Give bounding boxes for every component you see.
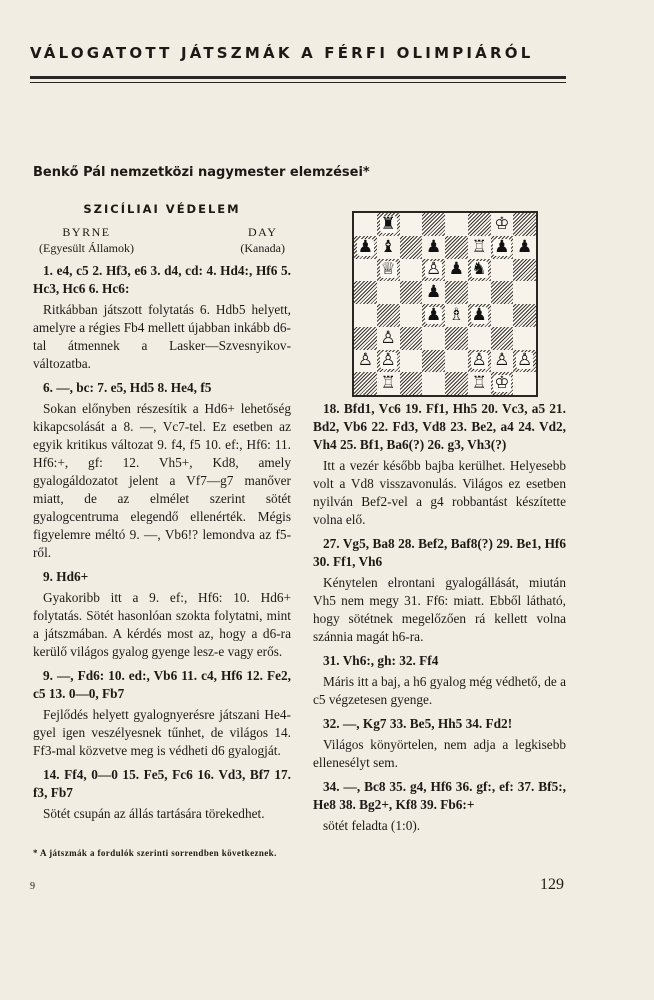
square-g4 (491, 304, 514, 327)
square-e5 (445, 281, 468, 304)
square-g8 (491, 213, 514, 236)
white-bishop-icon: ♗ (448, 304, 464, 325)
square-g6 (491, 259, 514, 282)
white-player-country: (Egyesült Államok) (39, 241, 134, 255)
square-c2 (400, 350, 423, 373)
white-rook-icon: ♖ (471, 236, 487, 257)
black-pawn-icon: ♟ (494, 236, 510, 257)
square-g1 (491, 372, 514, 395)
square-d8 (422, 213, 445, 236)
white-pawn-icon: ♙ (357, 350, 373, 371)
moves-3: 9. Hd6+ (43, 569, 89, 584)
square-h5 (513, 281, 536, 304)
square-a6 (354, 259, 377, 282)
intro-heading: Benkő Pál nemzetközi nagymester elemzései* (33, 165, 370, 180)
white-pawn-icon: ♙ (426, 259, 442, 280)
players (33, 224, 291, 256)
square-h4 (513, 304, 536, 327)
square-f7 (468, 236, 491, 259)
header-rule-thick (30, 76, 566, 79)
moves-10: 34. —, Bc8 35. g4, Hf6 36. gf:, ef: 37. Bf5:, He8 38. Bg2+, Kf8 39. Fb6:+ (313, 779, 566, 812)
square-d1 (422, 372, 445, 395)
square-h2 (513, 350, 536, 373)
square-a5 (354, 281, 377, 304)
moves-9: 32. —, Kg7 33. Be5, Hh5 34. Fd2! (323, 716, 513, 731)
black-pawn-icon: ♟ (517, 236, 533, 257)
square-c4 (400, 304, 423, 327)
square-e7 (445, 236, 468, 259)
comment-9: Világos könyörtelen, nem adja a legkisebb ellenesélyt sem. (313, 737, 566, 770)
square-e2 (445, 350, 468, 373)
square-b1 (377, 372, 400, 395)
moves-2: 6. —, bc: 7. e5, Hd5 8. He4, f5 (43, 380, 212, 395)
square-b8 (377, 213, 400, 236)
white-player-name: BYRNE (62, 225, 111, 239)
black-player-name: DAY (247, 225, 278, 239)
running-header: VÁLOGATOTT JÁTSZMÁK A FÉRFI OLIMPIÁRÓL (30, 44, 534, 62)
square-f3 (468, 327, 491, 350)
footnote: * A játszmák a fordulók szerinti sorrendben következnek. (33, 848, 277, 858)
comment-6: Itt a vezér később bajba kerülhet. Helyesebb volt a Vd8 visszavonulás. Világos ez esetben nyilván Bef2-vel a g4 robbantást készítette volna elő. (313, 458, 566, 527)
square-h6 (513, 259, 536, 282)
square-h8 (513, 213, 536, 236)
white-pawn-icon: ♙ (380, 327, 396, 348)
square-e4 (445, 304, 468, 327)
white-king-icon: ♔ (494, 213, 510, 234)
black-rook-icon: ♜ (380, 213, 396, 234)
square-h1 (513, 372, 536, 395)
square-b3 (377, 327, 400, 350)
black-knight-icon: ♞ (471, 259, 487, 280)
square-b6 (377, 259, 400, 282)
square-g2 (491, 350, 514, 373)
white-queen-icon: ♕ (380, 259, 396, 280)
square-f2 (468, 350, 491, 373)
white-pawn-icon: ♙ (471, 350, 487, 371)
square-e3 (445, 327, 468, 350)
square-b2 (377, 350, 400, 373)
square-d3 (422, 327, 445, 350)
square-d4 (422, 304, 445, 327)
comment-4: Fejlődés helyett gyalognyerésre játszani He4-gyel igen veszélyesnek tűnhet, de világos 14. Ff3-mal közvetve meg is védheti d6 gyalogját. (33, 707, 291, 758)
square-c3 (400, 327, 423, 350)
moves-4: 9. —, Fd6: 10. ed:, Vb6 11. c4, Hf6 12. Fe2, c5 13. 0—0, Fb7 (33, 668, 291, 701)
square-a7 (354, 236, 377, 259)
square-a2 (354, 350, 377, 373)
black-pawn-icon: ♟ (471, 304, 487, 325)
left-column (33, 200, 291, 823)
black-bishop-icon: ♝ (380, 236, 396, 257)
black-pawn-icon: ♟ (426, 282, 442, 303)
white-king-icon: ♔ (494, 373, 510, 394)
moves-6: 18. Bfd1, Vc6 19. Ff1, Hh5 20. Vc3, a5 21. Bd2, Vb6 22. Fd3, Vd8 23. Be2, a4 24. Vd2, Vh4 25. Bf1, Ba6(?) 26. g3, Vh3(?) (313, 401, 566, 452)
chess-diagram (352, 211, 538, 397)
square-f1 (468, 372, 491, 395)
square-e1 (445, 372, 468, 395)
right-column (313, 400, 566, 835)
white-rook-icon: ♖ (471, 373, 487, 394)
square-g7 (491, 236, 514, 259)
white-pawn-icon: ♙ (494, 350, 510, 371)
square-b5 (377, 281, 400, 304)
white-pawn-icon: ♙ (517, 350, 533, 371)
black-player (240, 224, 285, 256)
black-pawn-icon: ♟ (426, 304, 442, 325)
square-h3 (513, 327, 536, 350)
black-pawn-icon: ♟ (448, 259, 464, 280)
page-number: 129 (540, 876, 564, 893)
square-a8 (354, 213, 377, 236)
square-e8 (445, 213, 468, 236)
moves-7: 27. Vg5, Ba8 28. Bef2, Baf8(?) 29. Be1, Hf6 30. Ff1, Vh6 (313, 536, 566, 569)
square-d6 (422, 259, 445, 282)
header-rule-thin (30, 82, 566, 83)
white-player (39, 224, 134, 256)
comment-2: Sokan előnyben részesítik a Hd6+ lehetőség kikapcsolását a 8. —, Vc7-tel. Ez esetben az egyik kritikus változat 9. f4, f5 10. ef:, Hf6: 11. Hf6:+, gf: 12. Vh5+, Kd8, amely gyalogáldozatot jelent a Vf7—g7 manőver miatt, de az elmélet szerint sötét gyalogcentruma elegendő ellenérték. Mégis figyelemre méltó 9. —, Vb6!? lemondva az f5-ről. (33, 401, 291, 560)
square-b7 (377, 236, 400, 259)
comment-1: Ritkábban játszott folytatás 6. Hdb5 helyett, amelyre a régies Fb4 mellett újabban inkább d6-tal átmennek a Lasker—Szvesnyikov-változatba. (33, 302, 291, 371)
square-b4 (377, 304, 400, 327)
square-c1 (400, 372, 423, 395)
black-player-country: (Kanada) (240, 241, 285, 255)
square-d2 (422, 350, 445, 373)
square-e6 (445, 259, 468, 282)
moves-1: 1. e4, c5 2. Hf3, e6 3. d4, cd: 4. Hd4:, Hf6 5. Hc3, Hc6 6. Hc6: (33, 263, 291, 296)
moves-5: 14. Ff4, 0—0 15. Fe5, Fc6 16. Vd3, Bf7 17. f3, Fb7 (33, 767, 291, 800)
square-f5 (468, 281, 491, 304)
square-d5 (422, 281, 445, 304)
square-f6 (468, 259, 491, 282)
square-c5 (400, 281, 423, 304)
comment-7: Kénytelen elrontani gyalogállását, miután Vh5 nem megy 31. Ff6: miatt. Ebből látható, hogy sötétnek megelőzően rá kellett volna szánnia magát h6-ra. (313, 575, 566, 644)
comment-8: Máris itt a baj, a h6 gyalog még védhető, de a c5 végzetesen gyenge. (313, 674, 566, 707)
moves-8: 31. Vh6:, gh: 32. Ff4 (323, 653, 439, 668)
comment-3: Gyakoribb itt a 9. ef:, Hf6: 10. Hd6+ folytatás. Sötét hasonlóan szokta folytatni, mint a játszmában. A kérdés most az, hogy a d6-ra kerülő világos gyalog gyenge lesz-e vagy erős. (33, 590, 291, 659)
comment-10: sötét feladta (1:0). (323, 818, 421, 833)
black-pawn-icon: ♟ (357, 236, 373, 257)
comment-5: Sötét csupán az állás tartására törekedhet. (43, 806, 265, 821)
black-pawn-icon: ♟ (426, 236, 442, 257)
white-pawn-icon: ♙ (380, 350, 396, 371)
square-f4 (468, 304, 491, 327)
square-g3 (491, 327, 514, 350)
square-h7 (513, 236, 536, 259)
square-g5 (491, 281, 514, 304)
square-d7 (422, 236, 445, 259)
square-a4 (354, 304, 377, 327)
square-f8 (468, 213, 491, 236)
square-a1 (354, 372, 377, 395)
signature-mark: 9 (30, 881, 35, 892)
square-a3 (354, 327, 377, 350)
square-c6 (400, 259, 423, 282)
opening-title: SZICÍLIAI VÉDELEM (83, 202, 241, 216)
white-rook-icon: ♖ (380, 373, 396, 394)
square-c7 (400, 236, 423, 259)
square-c8 (400, 213, 423, 236)
